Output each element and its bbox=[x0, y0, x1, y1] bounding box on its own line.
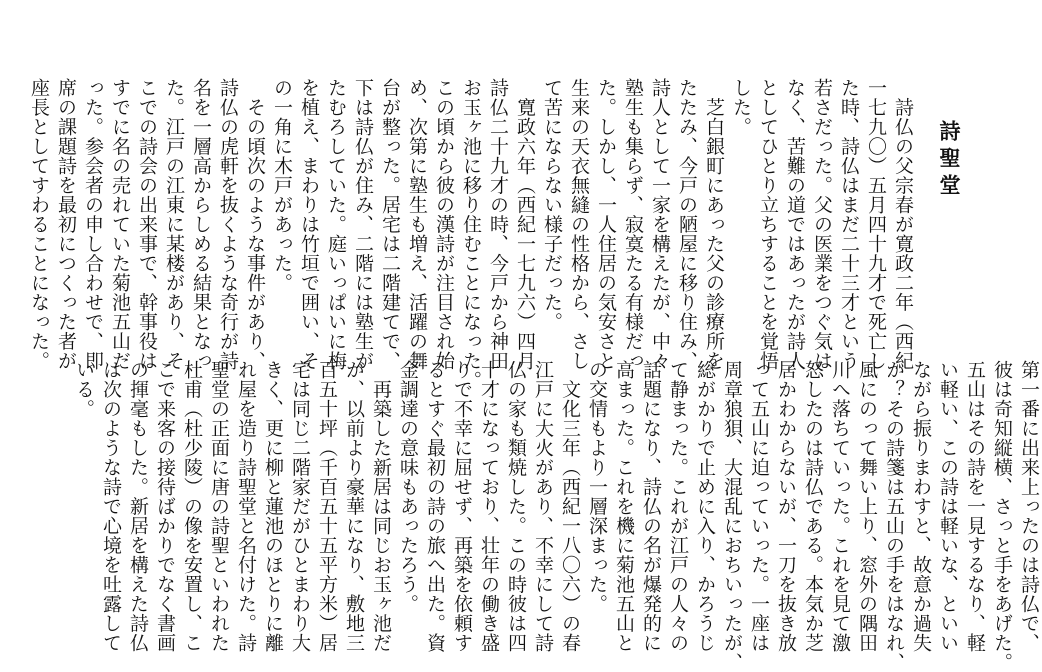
text-column: 江戸に大火があり、不幸にして詩 bbox=[532, 360, 554, 653]
text-column: た時、詩仏はまだ二十三才という bbox=[838, 78, 860, 371]
top-text-block bbox=[25, 78, 916, 390]
text-column: 居かわからないが、一刀を抜き放 bbox=[775, 360, 797, 653]
text-column: 第一番に出来上ったのは詩仏で、 bbox=[1018, 360, 1040, 653]
text-column: て苦にならない様子だった。 bbox=[541, 78, 563, 332]
text-column: 席の課題詩を最初につくった者が bbox=[55, 78, 77, 371]
text-column: 百五十坪（千百五十五平方米）居 bbox=[316, 360, 338, 653]
text-column: め、次第に塾生も増え、活躍の舞 bbox=[406, 78, 428, 371]
text-column: か？その詩箋は五山の手をはなれ、 bbox=[883, 360, 905, 672]
text-column: 詩仏の父宗春が寛政二年（西紀 bbox=[892, 78, 914, 371]
text-column: 杜甫（杜少陵）の像を安置し、こ bbox=[181, 360, 203, 653]
text-column: の揮毫もした。新居を構えた詩仏 bbox=[127, 360, 149, 653]
text-column: 詩人として一家を構えたが、中々 bbox=[649, 78, 671, 371]
bottom-text-block bbox=[70, 360, 1042, 672]
text-column: 周章狼狽、大混乱におちいったが、 bbox=[721, 360, 743, 672]
text-column: って五山に迫っていった。一座は bbox=[748, 360, 770, 653]
text-column: 詩仏の虎軒を抜くような奇行が詩 bbox=[217, 78, 239, 371]
text-column: 川へ落ちていった。これを見て激 bbox=[829, 360, 851, 653]
text-column: た。しかし、一人住居の気安さと bbox=[595, 78, 617, 371]
text-column: 座長としてすわることになった。 bbox=[28, 78, 50, 371]
text-column: 名を一層高からしめる結果となっ bbox=[190, 78, 212, 371]
text-column: 台が整った。居宅は二階建てで、 bbox=[379, 78, 401, 371]
text-column: の交情もより一層深まった。 bbox=[586, 360, 608, 614]
text-column: 話題になり、詩仏の名が爆発的に bbox=[640, 360, 662, 653]
text-column: 文化三年（西紀一八〇六）の春 bbox=[559, 360, 581, 653]
text-column: 寛政六年（西紀一七九六）四月 bbox=[514, 78, 536, 371]
text-column: 再築した新居は同じお玉ヶ池だ bbox=[370, 360, 392, 653]
text-column: れ屋を造り詩聖堂と名付けた。詩 bbox=[235, 360, 257, 653]
text-column: が、以前より豪華になり、敷地三 bbox=[343, 360, 365, 653]
text-column: い軽い、この詩は軽いな、といい bbox=[937, 360, 959, 653]
text-column: て静まった。これが江戸の人々の bbox=[667, 360, 689, 653]
text-column: 若さだった。父の医業をつぐ気は bbox=[811, 78, 833, 371]
section-title: 詩聖堂 bbox=[937, 120, 961, 201]
text-column: 下は詩仏が住み、二階には塾生が bbox=[352, 78, 374, 371]
text-column: としてひとり立ちすることを覚悟 bbox=[757, 78, 779, 371]
text-column: いる。 bbox=[73, 360, 95, 419]
text-column: 総がかりで止めに入り、かろうじ bbox=[694, 360, 716, 653]
text-column: 生来の天衣無縫の性格から、さし bbox=[568, 78, 590, 371]
text-column: 宅は同じ二階家だがひとまわり大 bbox=[289, 360, 311, 653]
text-column: 一七九〇）五月四十九才で死亡し bbox=[865, 78, 887, 371]
text-column: ながら振りまわすと、故意か過失 bbox=[910, 360, 932, 653]
text-column: きく、更に柳と蓮池のほとりに離 bbox=[262, 360, 284, 653]
text-column: たたみ、今戸の陋屋に移り住み、 bbox=[676, 78, 698, 371]
text-column: 仏の家も類焼した。この時彼は四 bbox=[505, 360, 527, 653]
text-column: その頃次のような事件があり、 bbox=[244, 78, 266, 371]
text-column: の一角に木戸があった。 bbox=[271, 78, 293, 293]
text-column: こで来客の接待ばかりでなく書画 bbox=[154, 360, 176, 653]
text-column: 塾生も集らず、寂寞たる有様だっ bbox=[622, 78, 644, 371]
text-column: 詩仏二十九才の時、今戸から神田 bbox=[487, 78, 509, 371]
text-column: した。 bbox=[730, 78, 752, 137]
text-column: 十才になっており、壮年の働き盛 bbox=[478, 360, 500, 653]
text-column: なく、苦難の道ではあったが詩人 bbox=[784, 78, 806, 371]
text-column: りで不幸に屈せず、再築を依頼す bbox=[451, 360, 473, 653]
text-column: は次のような詩で心境を吐露して bbox=[100, 360, 122, 653]
text-column: 芝白銀町にあった父の診療所を bbox=[703, 78, 725, 371]
text-column: た。江戸の江東に某楼があり、そ bbox=[163, 78, 185, 371]
text-column: たむろしていた。庭いっぱいに梅 bbox=[325, 78, 347, 371]
text-column: 怒したのは詩仏である。本気か芝 bbox=[802, 360, 824, 653]
text-column: この頃から彼の漢詩が注目され始 bbox=[433, 78, 455, 371]
text-column: るとすぐ最初の詩の旅へ出た。資 bbox=[424, 360, 446, 653]
text-column: すでに名の売れていた菊池五山だ bbox=[109, 78, 131, 371]
text-column: こでの詩会の出来事で、幹事役は bbox=[136, 78, 158, 371]
text-column: 聖堂の正面に唐の詩聖といわれた bbox=[208, 360, 230, 653]
text-column: 五山はその詩を一見するなり、軽 bbox=[964, 360, 986, 653]
text-column: お玉ヶ池に移り住むことになった。 bbox=[460, 78, 482, 390]
text-column: 高まった。これを機に菊池五山と bbox=[613, 360, 635, 653]
text-column: 彼は奇知縦横、さっと手をあげた。 bbox=[991, 360, 1013, 672]
text-column: 金調達の意味もあったろう。 bbox=[397, 360, 419, 614]
text-column: 風にのって舞い上り、窓外の隅田 bbox=[856, 360, 878, 653]
text-column: った。参会者の申し合わせで、即 bbox=[82, 78, 104, 371]
text-column: を植え、まわりは竹垣で囲い、そ bbox=[298, 78, 320, 371]
